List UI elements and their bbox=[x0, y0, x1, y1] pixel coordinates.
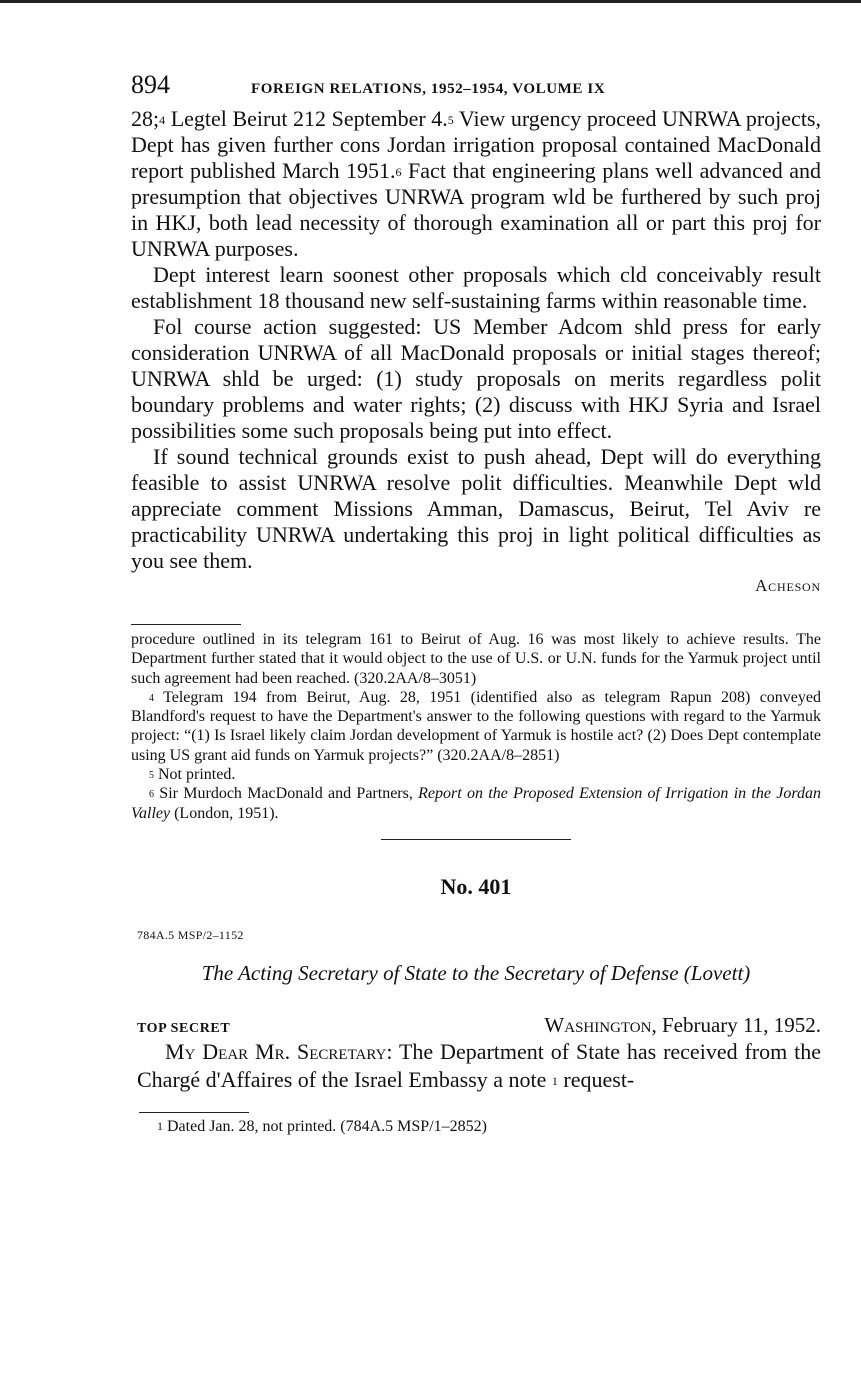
paragraph-2: Dept interest learn soonest other proposals which cld conceivably result establishment 18 thousand new self-sustaining farms within reasonable time. bbox=[131, 262, 821, 313]
letter-text-1: : The Department of State has received from the Chargé d'Affaires of the Israel Embassy a note bbox=[137, 1038, 821, 1092]
footnote-6-place: (London, 1951). bbox=[170, 804, 279, 822]
paragraph-4: If sound technical grounds exist to push ahead, Dept will do everything feasible to assist UNRWA resolve polit difficulties. Meanwhile Dept wld appreciate comment Missions Amman, Damascus, Beirut, Tel Aviv re practicability UNRWA undertaking this proj in light political difficulties as you see them. bbox=[131, 444, 821, 573]
p1-text-2: Legtel Beirut 212 September 4. bbox=[165, 106, 448, 131]
footnote-1-mark: 1 bbox=[157, 1118, 163, 1133]
running-title: FOREIGN RELATIONS, 1952–1954, VOLUME IX bbox=[251, 81, 606, 97]
footnotes bbox=[131, 630, 821, 823]
footnote-ref-4: 4 bbox=[159, 113, 166, 127]
top-border bbox=[0, 0, 861, 3]
telegram-body bbox=[131, 106, 821, 596]
footnote-6-report-title: Report on the Proposed Extension of Irrigation in the Jordan Valley bbox=[131, 785, 822, 822]
dateline-date: , February 11, 1952. bbox=[651, 1012, 821, 1037]
document-number: No. 401 bbox=[440, 873, 512, 899]
dateline bbox=[544, 1013, 821, 1038]
footnote-rule bbox=[131, 624, 241, 625]
file-number: 784A.5 MSP/2–1152 bbox=[137, 927, 244, 942]
page bbox=[131, 70, 821, 1136]
footnote-4-text: Telegram 194 from Beirut, Aug. 28, 1951 (identified also as telegram Rapun 208) conveyed Blandford's request to have the Department's answer to the following questions with regard to the Yarmuk project: “(1) Is Israel likely claim Jordan development of Yarmuk is hostile act? (2) Does Dept contemplate using US grant aid funds on Yarmuk projects?” (320.2AA/8–2851) bbox=[131, 688, 822, 764]
dateline-place: Washington bbox=[544, 1012, 652, 1037]
footnote-ref-6: 6 bbox=[395, 165, 402, 179]
footnote-6-mark: 6 bbox=[149, 789, 154, 801]
classification: TOP SECRET bbox=[137, 1020, 231, 1036]
paragraph-3: Fol course action suggested: US Member Adcom shld press for early consideration UNRWA of all MacDonald proposals or initial stages thereof; UNRWA shld be urged: (1) study proposals on merits regardless polit boundary problems and water rights; (2) discuss with HKJ Syria and Israel possibilities some such proposals being put into effect. bbox=[131, 314, 821, 443]
classification-row bbox=[131, 1013, 821, 1038]
letter-body bbox=[131, 1038, 821, 1094]
letter-text-2: request- bbox=[557, 1066, 635, 1092]
footnote-1 bbox=[131, 1118, 821, 1136]
footnote-6-author: Sir Murdoch MacDonald and Partners, bbox=[159, 785, 419, 803]
letter-paragraph bbox=[131, 1038, 821, 1094]
footnote-continued: procedure outlined in its telegram 161 to Beirut of Aug. 16 was most likely to achieve results. The Department further stated that it would object to the use of U.S. or U.N. funds for the Yarmuk project until such agreement had been reached. (320.2AA/8–3051) bbox=[131, 631, 821, 687]
document-title: The Acting Secretary of State to the Secretary of Defense (Lovett) bbox=[201, 960, 751, 985]
p1-text-4: Fact that engineering plans well advanced and presumption that objectives UNRWA program wld be furthered by such proj in HKJ, both lead necessity of thorough examination all or part this proj for UNRWA purposes. bbox=[131, 158, 821, 261]
p1-text-1: 28; bbox=[131, 106, 160, 131]
section-separator bbox=[381, 839, 571, 840]
footnote-1-text: Dated Jan. 28, not printed. (784A.5 MSP/1–2852) bbox=[167, 1117, 487, 1135]
signature: Acheson bbox=[755, 576, 821, 595]
p1-text-3: View urgency proceed UNRWA projects, Dept has given further cons Jordan irrigation proposal contained MacDonald report published March 1951. bbox=[131, 106, 821, 183]
footnote-4 bbox=[131, 688, 821, 765]
salutation: My Dear Mr. Secretary bbox=[165, 1038, 387, 1064]
footnote-5 bbox=[131, 765, 821, 784]
footnote-ref-5: 5 bbox=[447, 113, 454, 127]
running-header bbox=[131, 70, 821, 106]
footnote-ref-1: 1 bbox=[551, 1073, 558, 1088]
footnote-6 bbox=[131, 784, 821, 823]
page-number: 894 bbox=[131, 70, 170, 99]
footnote-rule-2 bbox=[139, 1112, 249, 1113]
paragraph-1 bbox=[131, 106, 821, 262]
footnote-5-text: Not printed. bbox=[158, 766, 236, 784]
footnote-4-mark: 4 bbox=[149, 692, 154, 704]
footnote-5-mark: 5 bbox=[149, 770, 154, 782]
